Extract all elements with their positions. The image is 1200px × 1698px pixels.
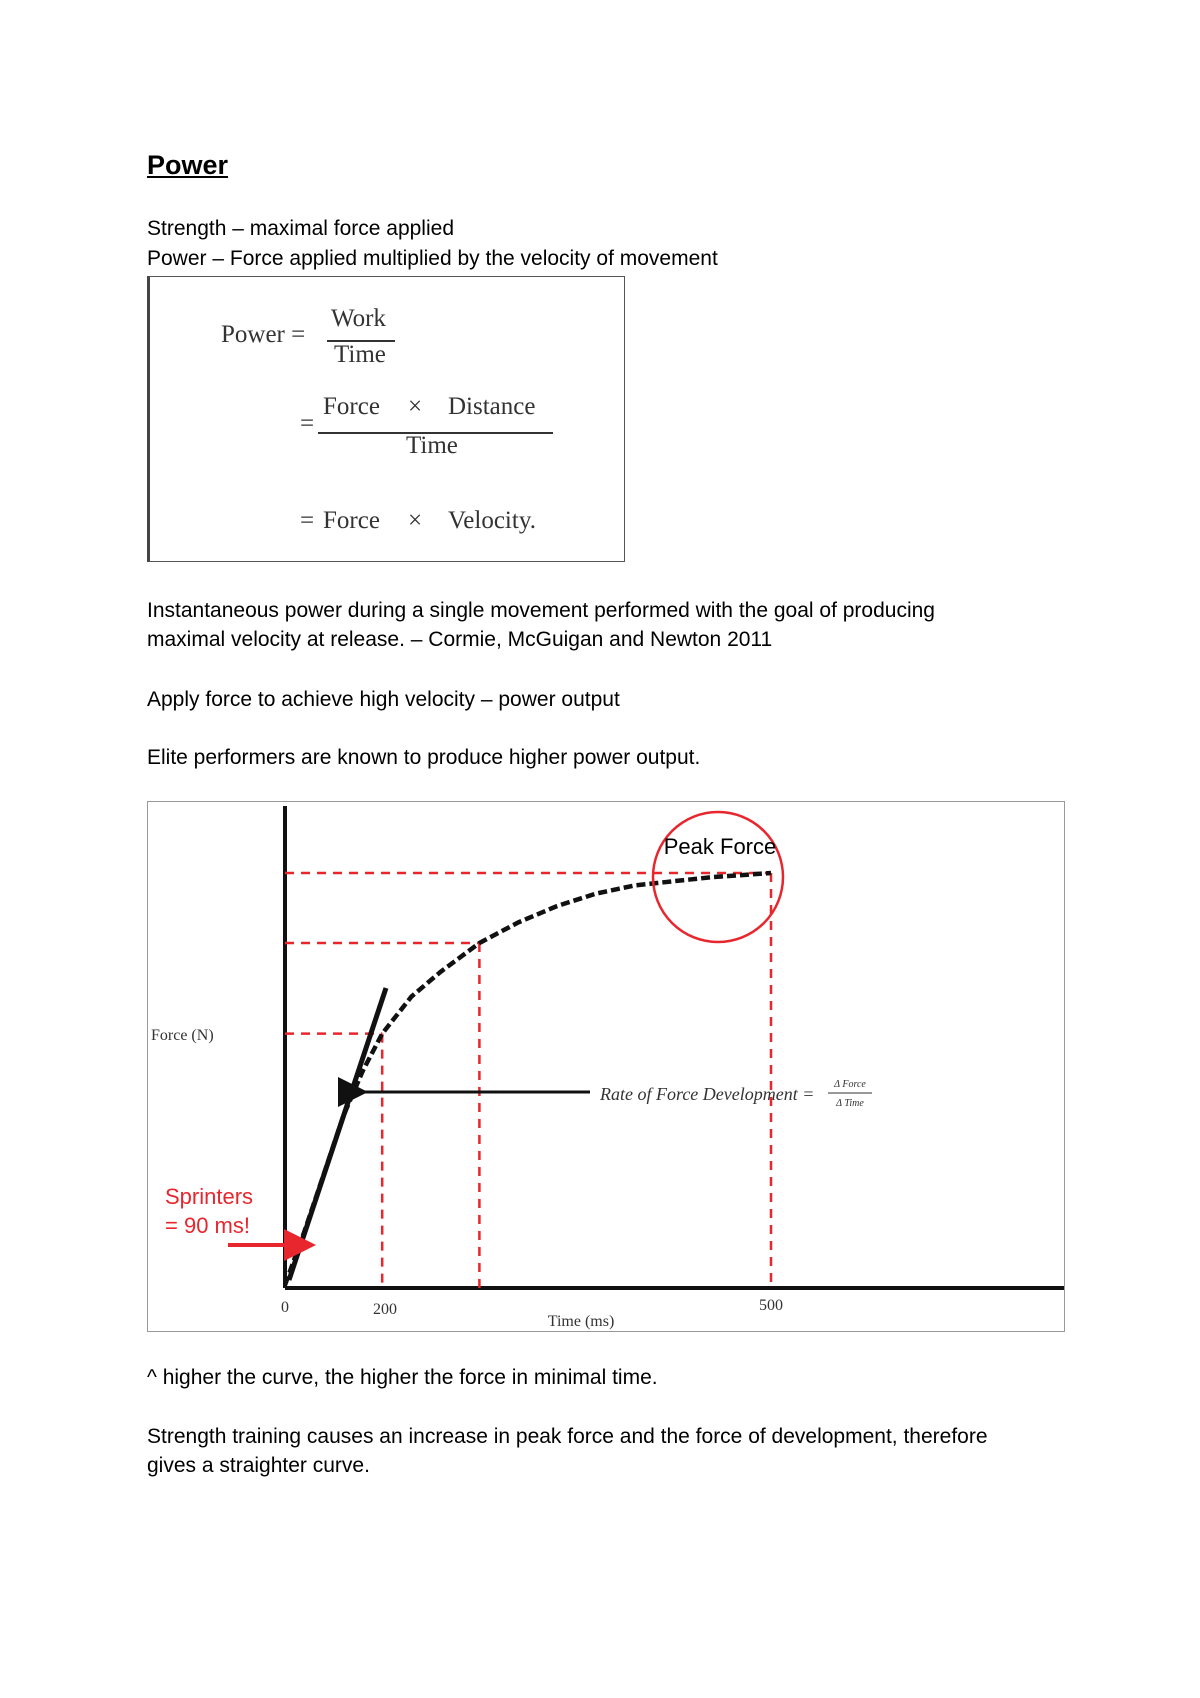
- formula-times-1: ×: [408, 393, 423, 420]
- formula-force-1: Force: [323, 393, 380, 420]
- definition-strength: Strength – maximal force applied: [147, 217, 454, 240]
- y-axis-label: Force (N): [151, 1027, 214, 1044]
- formula-time-1: Time: [334, 341, 386, 368]
- rfd-denominator: Δ Time: [836, 1098, 864, 1109]
- x-tick-500: 500: [759, 1297, 783, 1314]
- page-title: Power: [147, 150, 229, 180]
- x-tick-0: 0: [281, 1299, 289, 1316]
- formula-velocity: Velocity.: [448, 507, 536, 534]
- rfd-numerator: Δ Force: [834, 1079, 866, 1090]
- paragraph-strength-training-line1: Strength training causes an increase in peak force and the force of development, therefore: [147, 1425, 988, 1448]
- force-time-chart: [147, 801, 1065, 1332]
- paragraph-instantaneous-power-line2: maximal velocity at release. – Cormie, McGuigan and Newton 2011: [147, 628, 773, 651]
- formula-time-2: Time: [406, 432, 458, 459]
- peak-force-label: Peak Force: [663, 834, 777, 859]
- formula-equals-3: =: [300, 507, 315, 534]
- formula-power-label: Power =: [221, 321, 306, 348]
- paragraph-higher-curve: ^ higher the curve, the higher the force in minimal time.: [147, 1366, 658, 1389]
- x-axis-label: Time (ms): [547, 1313, 615, 1330]
- formula-force-2: Force: [323, 507, 380, 534]
- power-formula-image: [147, 276, 625, 562]
- sprinters-label-line2: = 90 ms!: [165, 1213, 250, 1238]
- formula-work: Work: [331, 305, 386, 332]
- x-tick-200: 200: [373, 1301, 397, 1318]
- paragraph-elite-performers: Elite performers are known to produce higher power output.: [147, 746, 701, 769]
- paragraph-strength-training-line2: gives a straighter curve.: [147, 1454, 370, 1477]
- sprinters-label-line1: Sprinters: [165, 1184, 254, 1209]
- formula-times-2: ×: [408, 507, 423, 534]
- formula-distance: Distance: [448, 393, 536, 420]
- paragraph-instantaneous-power-line1: Instantaneous power during a single movement performed with the goal of producing: [147, 599, 935, 622]
- formula-equals-2: =: [300, 410, 315, 437]
- definition-power: Power – Force applied multiplied by the velocity of movement: [147, 247, 718, 270]
- paragraph-apply-force: Apply force to achieve high velocity – power output: [147, 688, 620, 711]
- rfd-label: Rate of Force Development =: [600, 1084, 815, 1104]
- force-time-chart-svg: [148, 802, 1064, 1331]
